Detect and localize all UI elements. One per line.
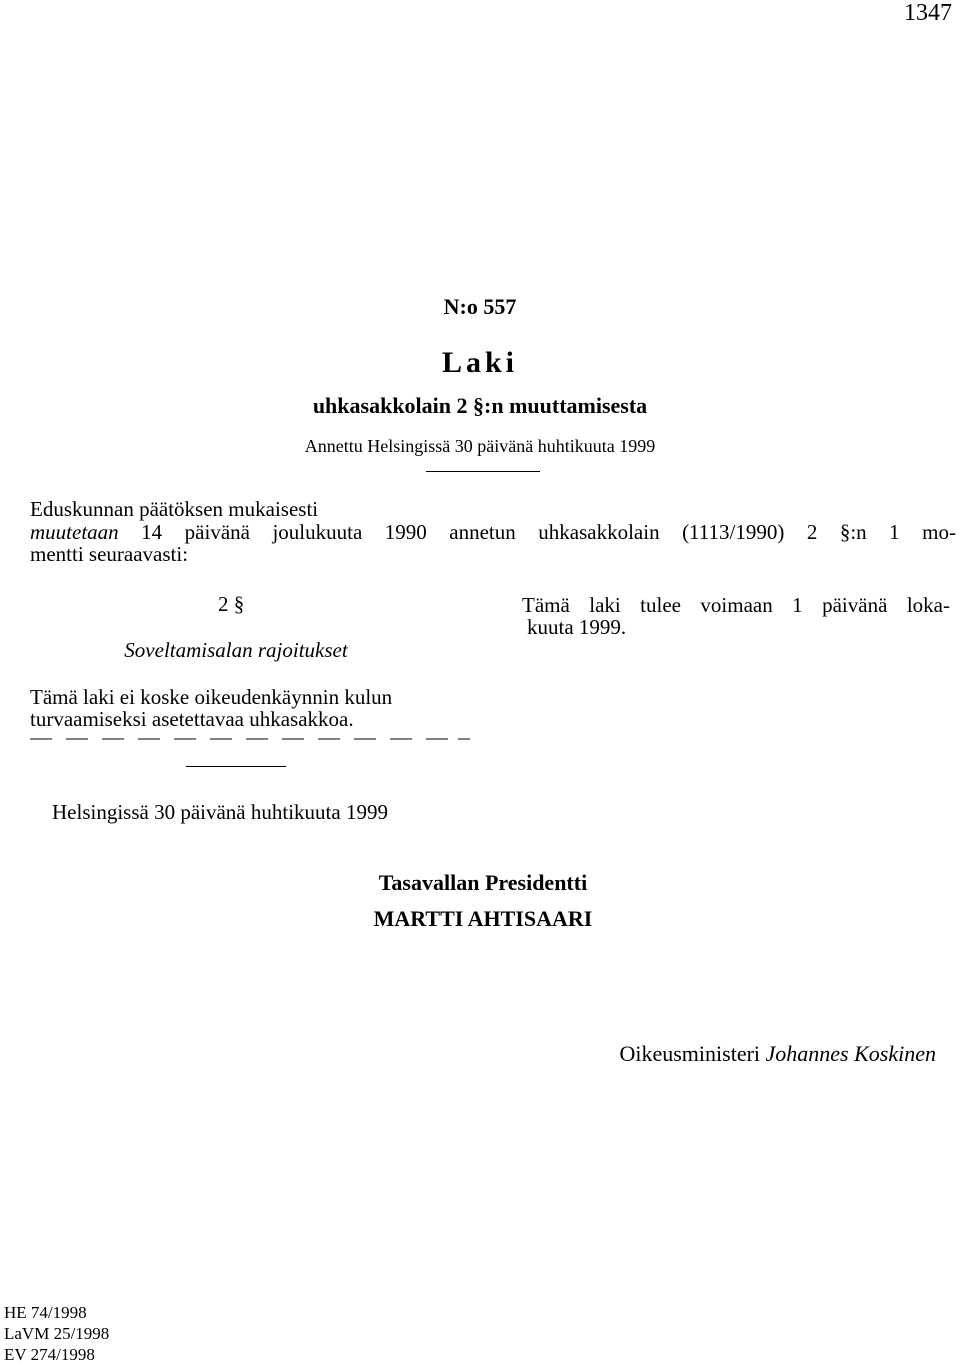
section-text-line-2: turvaamiseksi asetettavaa uhkasakkoa. [30, 707, 354, 731]
section-text-line-1: Tämä laki ei koske oikeudenkäynnin kulun [30, 685, 393, 709]
reference-lavm: LaVM 25/1998 [4, 1324, 110, 1343]
section-text [30, 686, 392, 730]
preamble-line-2 [30, 521, 956, 544]
page-number: 1347 [904, 0, 952, 26]
omitted-text-dashes [30, 733, 470, 745]
preamble [30, 498, 956, 566]
entry-into-force-line-1: Tämä laki tulee voimaan 1 päivänä loka- [522, 593, 950, 617]
law-title: uhkasakkolain 2 §:n muuttamisesta [312, 393, 648, 418]
entry-into-force-line-2: kuuta 1999. [527, 615, 627, 639]
reference-ev: EV 274/1998 [4, 1345, 95, 1364]
president-name: MARTTI AHTISAARI [373, 906, 593, 931]
entry-into-force [522, 594, 950, 638]
preamble-line-1: Eduskunnan päätöksen mukaisesti [30, 497, 319, 521]
title-divider [426, 471, 540, 472]
section-heading: Soveltamisalan rajoitukset [124, 638, 348, 662]
text-end-divider [186, 766, 286, 767]
reference-he: HE 74/1998 [4, 1303, 87, 1322]
minister-signature [619, 1041, 936, 1067]
preamble-amend-verb: muutetaan [30, 519, 119, 544]
law-heading: Laki [441, 346, 519, 379]
preamble-line-3: mentti seuraavasti: [30, 542, 189, 566]
signing-place-date: Helsingissä 30 päivänä huhtikuuta 1999 [52, 800, 388, 824]
section-number: 2 § [218, 592, 245, 616]
given-date: Annettu Helsingissä 30 päivänä huhtikuuta 1999 [304, 436, 656, 456]
minister-name: Johannes Koskinen [765, 1041, 936, 1066]
legislative-references [4, 1302, 109, 1365]
statute-number: N:o 557 [443, 294, 517, 319]
preamble-amend-text: 14 päivänä joulukuuta 1990 annetun uhkasakkolain (1113/1990) 2 §:n 1 mo- [118, 519, 956, 544]
president-title: Tasavallan Presidentti [378, 870, 588, 895]
minister-title: Oikeusministeri [619, 1041, 761, 1066]
